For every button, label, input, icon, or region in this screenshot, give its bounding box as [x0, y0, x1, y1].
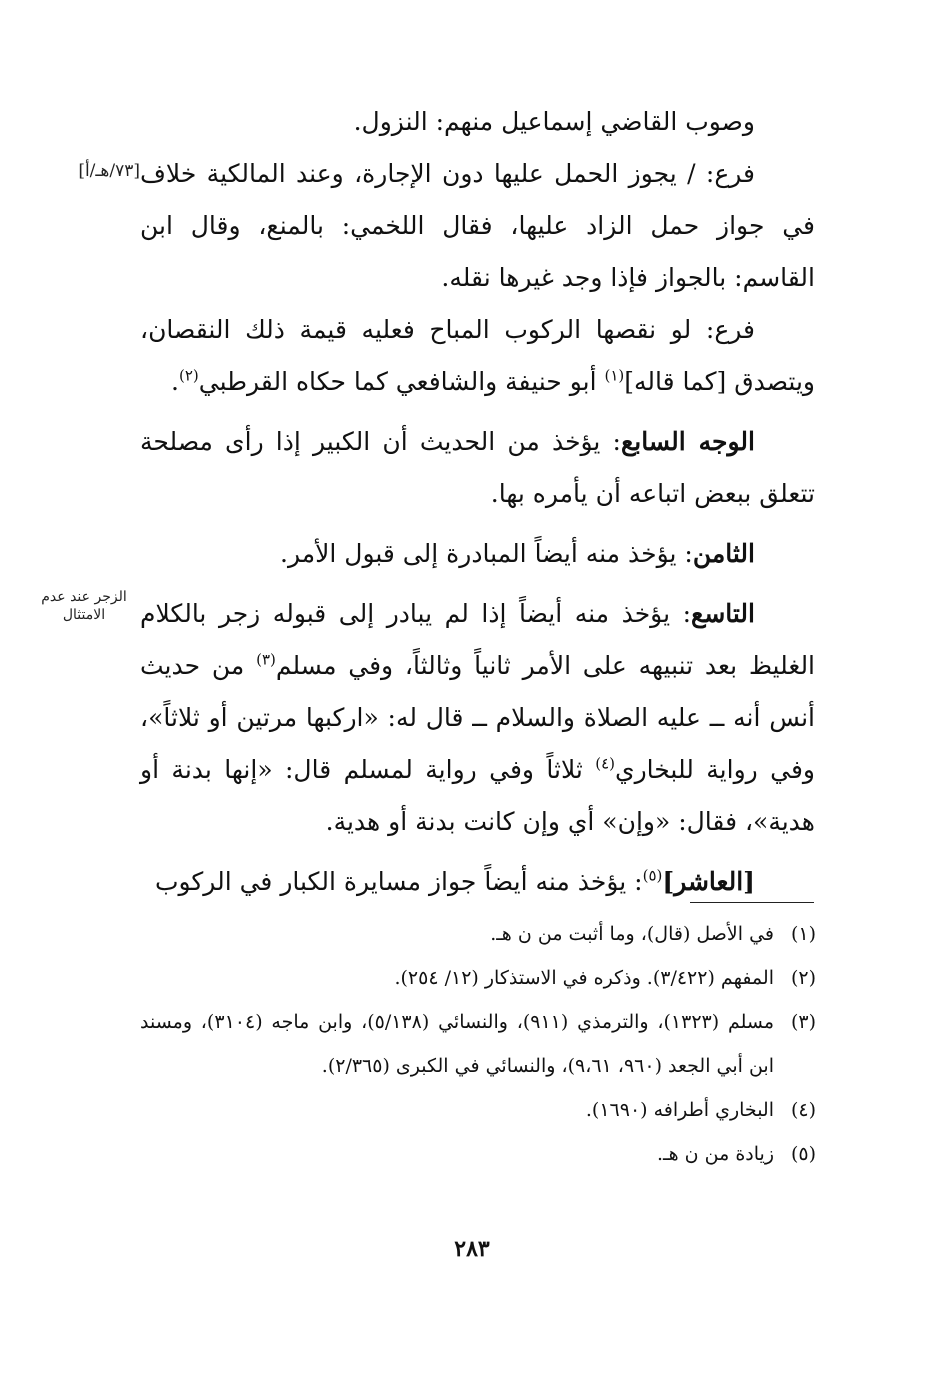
footnote-1: [140, 912, 816, 956]
footnote-ref-2: (٢): [178, 366, 199, 385]
heading-seventh: الوجه السابع: [620, 427, 755, 456]
paragraph-6: [140, 588, 815, 848]
paragraph-6-text-a: : يؤخذ منه أيضاً إذا لم يبادر إلى قبوله زجر بالكلام الغليظ بعد تنبيهه على الأمر ثانياً وثالثاً، وفي مسلم: [140, 599, 816, 680]
footnote-number: (١): [790, 923, 816, 945]
page-number: ٢٨٣: [454, 1236, 490, 1262]
footnote-3: [140, 1000, 816, 1088]
footnote-text: في الأصل (قال)، وما أثبت من ن هـ.: [490, 923, 774, 945]
paragraph-7: [140, 856, 815, 908]
paragraph-2: فرع: / يجوز الحمل عليها دون الإجارة، وعند المالكية خلاف في جواز حمل الزاد عليها، فقال اللخمي: بالمنع، وقال ابن القاسم: بالجواز فإذا وجد غيرها نقله.: [140, 159, 815, 292]
margin-topic-note: [34, 588, 134, 624]
margin-topic-line1: الزجر عند عدم: [41, 589, 127, 605]
footnote-number: (٤): [790, 1099, 816, 1121]
footnote-separator: [690, 902, 814, 903]
margin-topic-line2: الامتثال: [62, 607, 106, 623]
paragraph-5: [140, 528, 815, 580]
footnote-number: (٥): [790, 1143, 816, 1165]
paragraph-4-text: : يؤخذ من الحديث أن الكبير إذا رأى مصلحة تتعلق ببعض اتباعه أن يأمره بها.: [140, 427, 815, 508]
footnote-number: (٢): [790, 967, 816, 989]
footnotes: [140, 912, 816, 1176]
heading-eighth: الثامن: [692, 539, 755, 568]
margin-folio-reference: [٧٣/هـ/أ]: [78, 161, 140, 181]
footnote-4: [140, 1088, 816, 1132]
paragraph-3-text-a: فرع: لو نقصها الركوب المباح فعليه قيمة ذلك النقصان، ويتصدق [كما قاله]: [140, 315, 815, 396]
paragraph-3-text-c: .: [171, 367, 179, 396]
footnote-ref-1: (١): [604, 366, 625, 385]
paragraph-6-text-c: ثلاثاً وفي رواية لمسلم قال: «إنها بدنة أو هدية»، فقال: «وإن» أي وإن كانت بدنة أو هدية.: [140, 755, 815, 836]
heading-tenth: [العاشر]: [662, 867, 755, 896]
paragraph-3-text-b: أبو حنيفة والشافعي كما حكاه القرطبي: [198, 367, 605, 396]
paragraph-7-text: : يؤخذ منه أيضاً جواز مسايرة الكبار في الركوب: [154, 867, 643, 896]
footnote-text: المفهم (٣/٤٢٢). وذكره في الاستذكار (١٢/ ٢٥٤).: [394, 967, 774, 989]
footnote-ref-4: (٤): [595, 754, 616, 773]
footnote-text: البخاري أطرافه (١٦٩٠).: [585, 1099, 774, 1121]
paragraph-3: [140, 304, 815, 408]
paragraph-1: وصوب القاضي إسماعيل منهم: النزول.: [353, 107, 755, 136]
footnote-number: (٣): [790, 1011, 816, 1033]
footnote-text: مسلم (١٣٢٣)، والترمذي (٩١١)، والنسائي (٥/١٣٨)، وابن ماجه (٣١٠٤)، ومسند ابن أبي الجعد (٩٦٠، ٩،٦١)، والنسائي في الكبرى (٢/٣٦٥).: [140, 1011, 775, 1077]
footnote-2: [140, 956, 816, 1000]
footnote-ref-3: (٣): [256, 650, 276, 669]
paragraph-5-text: : يؤخذ منه أيضاً المبادرة إلى قبول الأمر.: [280, 539, 693, 568]
main-text: [140, 96, 815, 908]
footnote-text: زيادة من ن هـ.: [656, 1143, 774, 1165]
paragraph-4: [140, 416, 815, 520]
paragraph-6-text-b: من حديث أنس أنه ــ عليه الصلاة والسلام ــ قال له: «اركبها مرتين أو ثلاثاً»، وفي رواية للبخاري: [140, 651, 815, 784]
footnote-5: [140, 1132, 816, 1176]
heading-ninth: التاسع: [691, 599, 755, 628]
footnote-ref-5: (٥): [642, 866, 663, 885]
